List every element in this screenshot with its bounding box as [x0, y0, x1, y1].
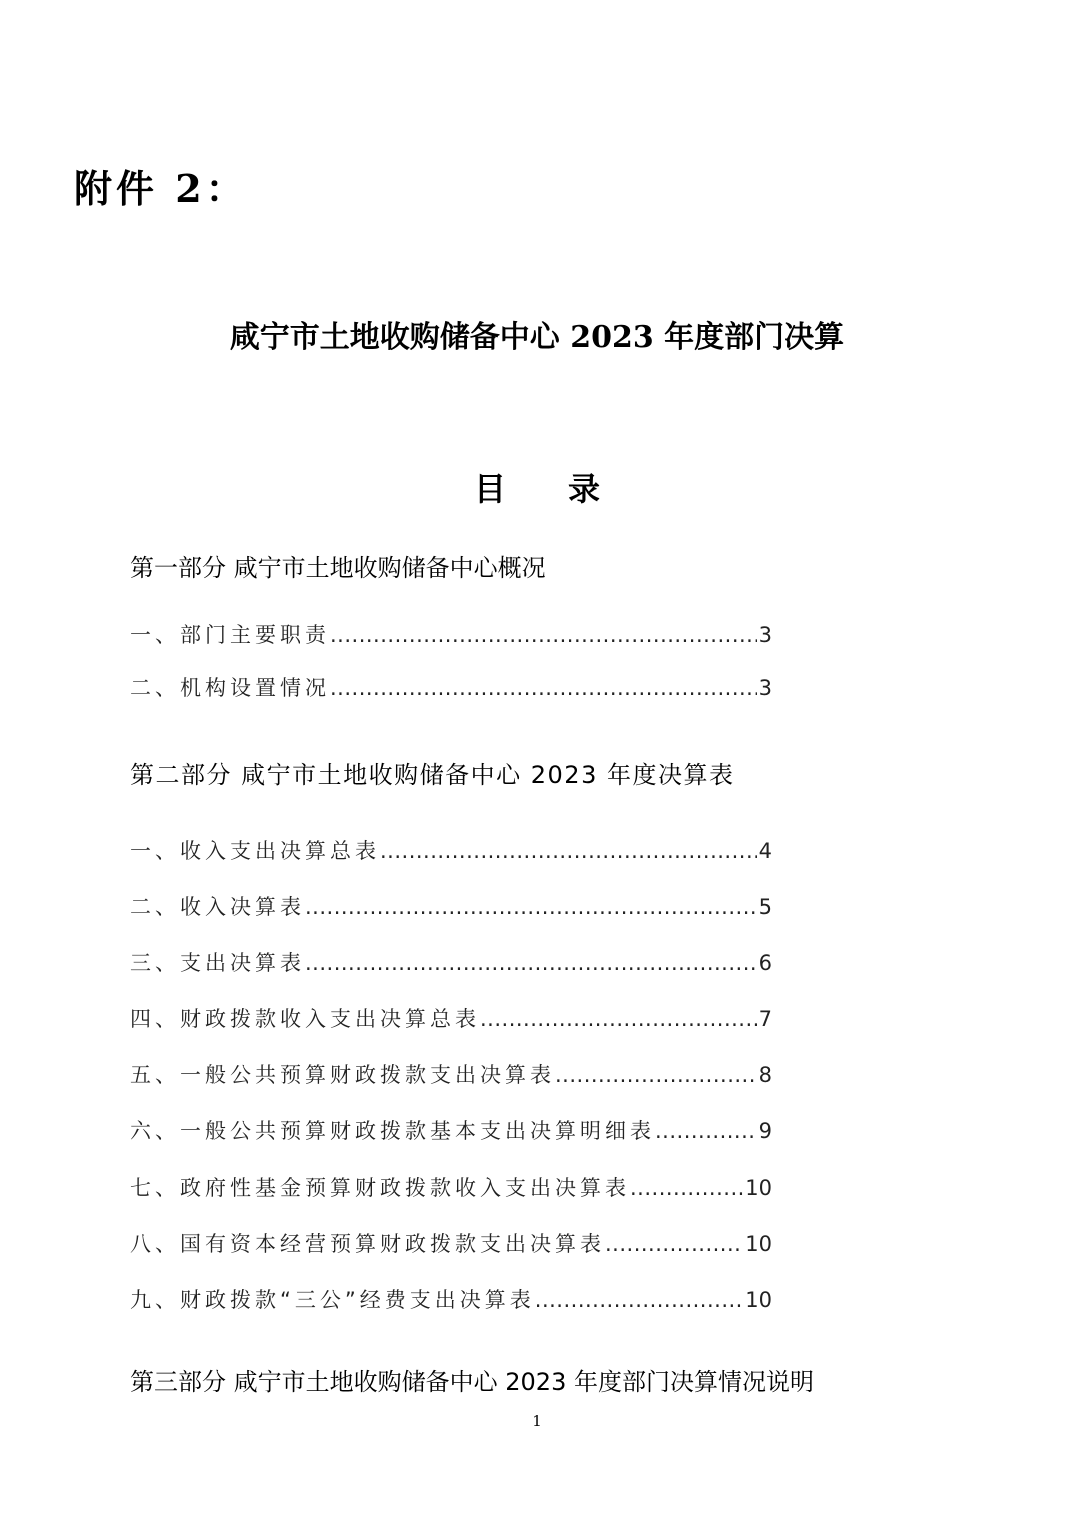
toc-entry-page: 3 [758, 676, 772, 700]
toc-part-2-title[interactable]: 第二部分 咸宁市土地收购储备中心 2023 年度决算表 [130, 761, 735, 789]
toc-leader-dots [630, 1176, 743, 1200]
toc-entry-label: 七、政府性基金预算财政拨款收入支出决算表 [130, 1176, 630, 1200]
toc-leader-dots [330, 623, 757, 647]
toc-entry-page: 10 [745, 1176, 772, 1200]
document-title: 咸宁市土地收购储备中心 2023 年度部门决算 [229, 320, 845, 355]
toc-entry[interactable] [130, 1172, 772, 1202]
toc-entry-page: 10 [745, 1232, 772, 1256]
toc-entry[interactable] [130, 1284, 772, 1314]
toc-entry-label: 二、收入决算表 [130, 895, 305, 919]
toc-entry-page: 7 [758, 1007, 772, 1031]
toc-part-1-title[interactable]: 第一部分 咸宁市土地收购储备中心概况 [130, 554, 546, 582]
toc-entry-page: 4 [758, 839, 772, 863]
toc-leader-dots [380, 839, 757, 863]
toc-leader-dots [330, 676, 757, 700]
toc-leader-dots [480, 1007, 757, 1031]
toc-entry[interactable] [130, 1059, 772, 1089]
toc-entry-label: 三、支出决算表 [130, 951, 305, 975]
toc-entry-label: 八、国有资本经营预算财政拨款支出决算表 [130, 1232, 605, 1256]
page-number: 1 [532, 1412, 542, 1430]
toc-entry-page: 6 [758, 951, 772, 975]
toc-leader-dots [605, 1232, 743, 1256]
toc-leader-dots [555, 1063, 757, 1087]
toc-entry-page: 10 [745, 1288, 772, 1312]
toc-entry-label: 五、一般公共预算财政拨款支出决算表 [130, 1063, 555, 1087]
toc-heading-char-1: 目 [473, 470, 506, 508]
toc-entry[interactable] [130, 1228, 772, 1258]
toc-entry[interactable] [130, 1115, 772, 1145]
toc-leader-dots [305, 951, 757, 975]
toc-leader-dots [535, 1288, 744, 1312]
toc-entry-label: 九、财政拨款“三公”经费支出决算表 [130, 1288, 535, 1312]
toc-entry-page: 5 [758, 895, 772, 919]
toc-entry-label: 一、部门主要职责 [130, 623, 330, 647]
toc-entry[interactable] [130, 1003, 772, 1033]
toc-heading [0, 464, 1074, 510]
toc-entry-label: 四、财政拨款收入支出决算总表 [130, 1007, 480, 1031]
toc-entry-page: 3 [758, 623, 772, 647]
attachment-label: 附件 2： [74, 166, 248, 211]
toc-leader-dots [655, 1119, 757, 1143]
toc-entry[interactable] [130, 619, 772, 649]
toc-entry-page: 8 [758, 1063, 772, 1087]
toc-leader-dots [305, 895, 757, 919]
toc-entry[interactable] [130, 672, 772, 702]
toc-entry-label: 一、收入支出决算总表 [130, 839, 380, 863]
toc-entry-page: 9 [758, 1119, 772, 1143]
toc-entry-label: 二、机构设置情况 [130, 676, 330, 700]
toc-heading-char-2: 录 [568, 470, 601, 508]
toc-entry-label: 六、一般公共预算财政拨款基本支出决算明细表 [130, 1119, 655, 1143]
toc-entry[interactable] [130, 947, 772, 977]
toc-entry[interactable] [130, 835, 772, 865]
toc-entry[interactable] [130, 891, 772, 921]
toc-part-3-title[interactable]: 第三部分 咸宁市土地收购储备中心 2023 年度部门决算情况说明 [130, 1368, 814, 1396]
